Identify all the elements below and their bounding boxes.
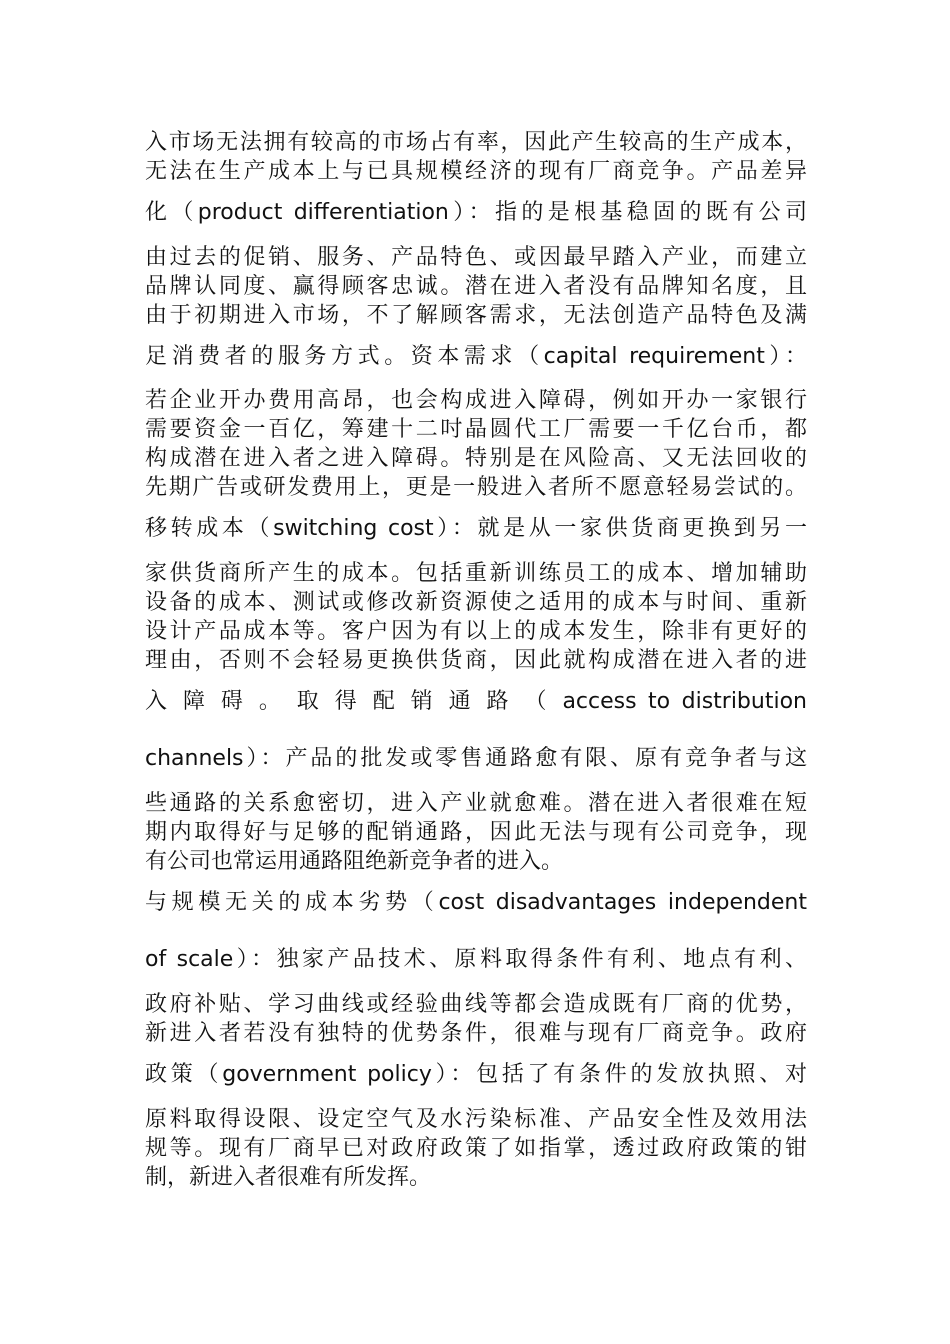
text-line: 规等。现有厂商早已对政府政策了如指掌，透过政府政策的钳: [145, 1136, 807, 1161]
text-line: 政府补贴、学习曲线或经验曲线等都会造成既有厂商的优势，: [145, 992, 807, 1017]
text-line: 政策（government policy）：包括了有条件的发放执照、对: [145, 1062, 807, 1087]
text-line: 先期广告或研发费用上，更是一般进入者所不愿意轻易尝试的。: [145, 475, 807, 500]
text-line: 入 障 碍 。 取 得 配 销 通 路 （ access to distribution: [145, 689, 807, 714]
text-line: 化（product differentiation）：指的是根基稳固的既有公司: [145, 200, 807, 225]
text-line: channels）：产品的批发或零售通路愈有限、原有竞争者与这: [145, 746, 807, 771]
text-line: 需要资金一百亿，筹建十二吋晶圆代工厂需要一千亿台币，都: [145, 417, 807, 442]
text-line: 移转成本（switching cost）：就是从一家供货商更换到另一: [145, 516, 807, 541]
text-line: 若企业开办费用高昂，也会构成进入障碍，例如开办一家银行: [145, 388, 807, 413]
text-line: 足消费者的服务方式。资本需求（capital requirement）：: [145, 344, 807, 369]
text-line: 品牌认同度、赢得顾客忠诚。潜在进入者没有品牌知名度，且: [145, 274, 807, 299]
text-line: 设计产品成本等。客户因为有以上的成本发生，除非有更好的: [145, 619, 807, 644]
text-line: 无法在生产成本上与已具规模经济的现有厂商竞争。产品差异: [145, 159, 807, 184]
text-line: 与规模无关的成本劣势（cost disadvantages independent: [145, 890, 807, 915]
text-line: of scale）：独家产品技术、原料取得条件有利、地点有利、: [145, 947, 807, 972]
text-line: 由于初期进入市场，不了解顾客需求，无法创造产品特色及满: [145, 303, 807, 328]
text-line: 设备的成本、测试或修改新资源使之适用的成本与时间、重新: [145, 590, 807, 615]
text-line: 新进入者若没有独特的优势条件，很难与现有厂商竞争。政府: [145, 1021, 807, 1046]
text-line: 制，新进入者很难有所发挥。: [145, 1165, 432, 1190]
text-line: 家供货商所产生的成本。包括重新训练员工的成本、增加辅助: [145, 561, 807, 586]
text-line: 原料取得设限、设定空气及水污染标准、产品安全性及效用法: [145, 1107, 807, 1132]
text-line: 理由，否则不会轻易更换供货商，因此就构成潜在进入者的进: [145, 648, 807, 673]
text-line: 些通路的关系愈密切，进入产业就愈难。潜在进入者很难在短: [145, 791, 807, 816]
text-line: 构成潜在进入者之进入障碍。特别是在风险高、又无法回收的: [145, 446, 807, 471]
text-line: 入市场无法拥有较高的市场占有率，因此产生较高的生产成本，: [145, 130, 807, 155]
text-line: 有公司也常运用通路阻绝新竞争者的进入。: [145, 849, 564, 874]
text-line: 由过去的促销、服务、产品特色、或因最早踏入产业，而建立: [145, 245, 807, 270]
text-line: 期内取得好与足够的配销通路，因此无法与现有公司竞争，现: [145, 820, 807, 845]
